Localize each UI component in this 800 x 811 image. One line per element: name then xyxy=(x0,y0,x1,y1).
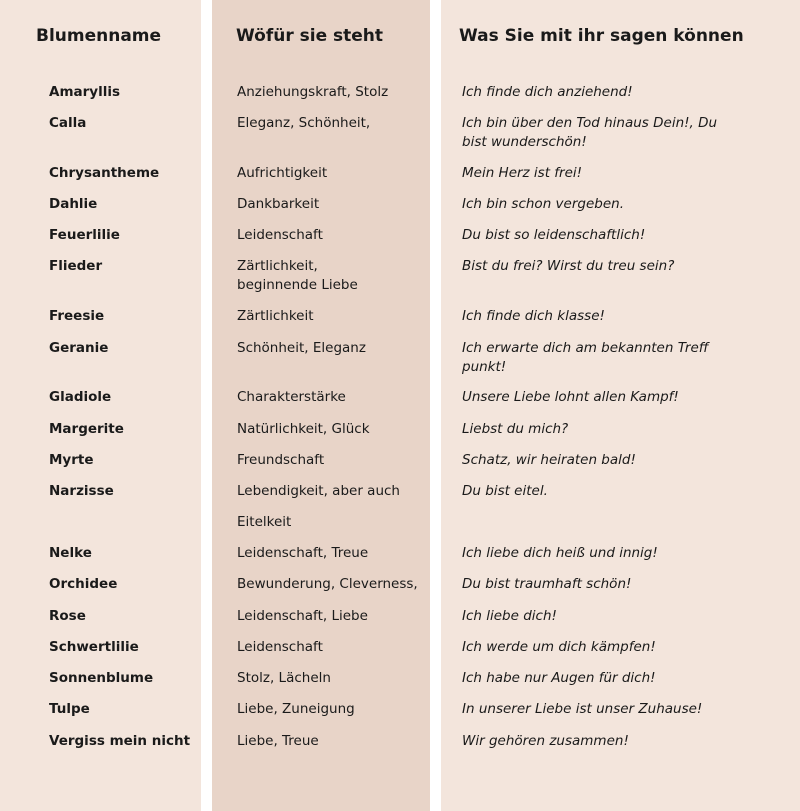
flower-meaning: Stolz, Lächeln xyxy=(237,670,331,686)
flower-name: Vergiss mein nicht xyxy=(49,733,191,749)
flower-meaning: Charakterstärke xyxy=(237,389,346,405)
flower-meaning: Leidenschaft xyxy=(237,227,323,243)
flower-name: Amaryllis xyxy=(49,84,121,100)
flower-saying: Liebst du mich? xyxy=(462,421,569,437)
flower-name: Chrysantheme xyxy=(49,165,160,181)
header-flower-name: Blumenname xyxy=(36,26,162,46)
flower-saying: Ich finde dich klasse! xyxy=(462,308,605,324)
flower-name: Flieder xyxy=(49,258,103,274)
flower-name: Sonnenblume xyxy=(49,670,154,686)
flower-name: Feuerlilie xyxy=(49,227,120,243)
flower-saying: Du bist so leidenschaftlich! xyxy=(462,227,646,243)
flower-meaning: Liebe, Zuneigung xyxy=(237,701,355,717)
flower-name: Tulpe xyxy=(49,701,90,717)
flower-saying: Wir gehören zusammen! xyxy=(462,733,629,749)
flower-meaning: Eleganz, Schönheit, xyxy=(237,115,371,131)
flower-name: Orchidee xyxy=(49,576,118,592)
flower-saying: Ich finde dich anziehend! xyxy=(462,84,633,100)
flower-name: Myrte xyxy=(49,452,94,468)
flower-saying: Ich liebe dich heiß und innig! xyxy=(462,545,658,561)
flower-saying: Ich werde um dich kämpfen! xyxy=(462,639,656,655)
flower-saying: Mein Herz ist frei! xyxy=(462,165,583,181)
flower-meaning: Leidenschaft, Treue xyxy=(237,545,369,561)
flower-saying: Du bist traumhaft schön! xyxy=(462,576,632,592)
flower-saying: In unserer Liebe ist unser Zuhause! xyxy=(462,701,703,717)
flower-name: Calla xyxy=(49,115,87,131)
flower-saying: Schatz, wir heiraten bald! xyxy=(462,452,636,468)
flower-name: Rose xyxy=(49,608,86,624)
header-meaning: Wöfür sie steht xyxy=(236,26,384,46)
flower-saying: Unsere Liebe lohnt allen Kampf! xyxy=(462,389,679,405)
header-saying: Was Sie mit ihr sagen können xyxy=(459,26,744,46)
flower-meaning: Leidenschaft xyxy=(237,639,323,655)
flower-name: Nelke xyxy=(49,545,92,561)
flower-meaning: Zärtlichkeit, beginnende Liebe xyxy=(237,258,358,293)
flower-meaning: Freundschaft xyxy=(237,452,325,468)
flower-meaning: Zärtlichkeit xyxy=(237,308,314,324)
flower-saying: Ich bin über den Tod hinaus Dein!, Du bist wunderschön! xyxy=(462,115,718,150)
flower-meaning: Bewunderung, Cleverness, xyxy=(237,576,418,592)
flower-name: Dahlie xyxy=(49,196,98,212)
flower-meaning: Anziehungskraft, Stolz xyxy=(237,84,389,100)
flower-meaning: Leidenschaft, Liebe xyxy=(237,608,368,624)
flower-name: Geranie xyxy=(49,340,109,356)
flower-meaning: Aufrichtigkeit xyxy=(237,165,328,181)
flower-name: Narzisse xyxy=(49,483,114,499)
flower-saying: Ich liebe dich! xyxy=(462,608,557,624)
flower-saying: Bist du frei? Wirst du treu sein? xyxy=(462,258,675,274)
flower-saying: Ich bin schon vergeben. xyxy=(462,196,624,212)
flower-meaning: Natürlichkeit, Glück xyxy=(237,421,370,437)
flower-meaning: Liebe, Treue xyxy=(237,733,319,749)
flower-name: Freesie xyxy=(49,308,105,324)
flower-name: Schwertlilie xyxy=(49,639,139,655)
flower-meaning: Eitelkeit xyxy=(237,514,292,530)
flower-saying: Ich erwarte dich am bekannten Treff punkt! xyxy=(462,340,709,375)
flower-saying: Ich habe nur Augen für dich! xyxy=(462,670,656,686)
flower-name: Gladiole xyxy=(49,389,112,405)
flower-meaning: Dankbarkeit xyxy=(237,196,320,212)
flower-name: Margerite xyxy=(49,421,124,437)
flower-saying: Du bist eitel. xyxy=(462,483,548,499)
flower-meaning: Schönheit, Eleganz xyxy=(237,340,366,356)
flower-meaning: Lebendigkeit, aber auch xyxy=(237,483,400,499)
